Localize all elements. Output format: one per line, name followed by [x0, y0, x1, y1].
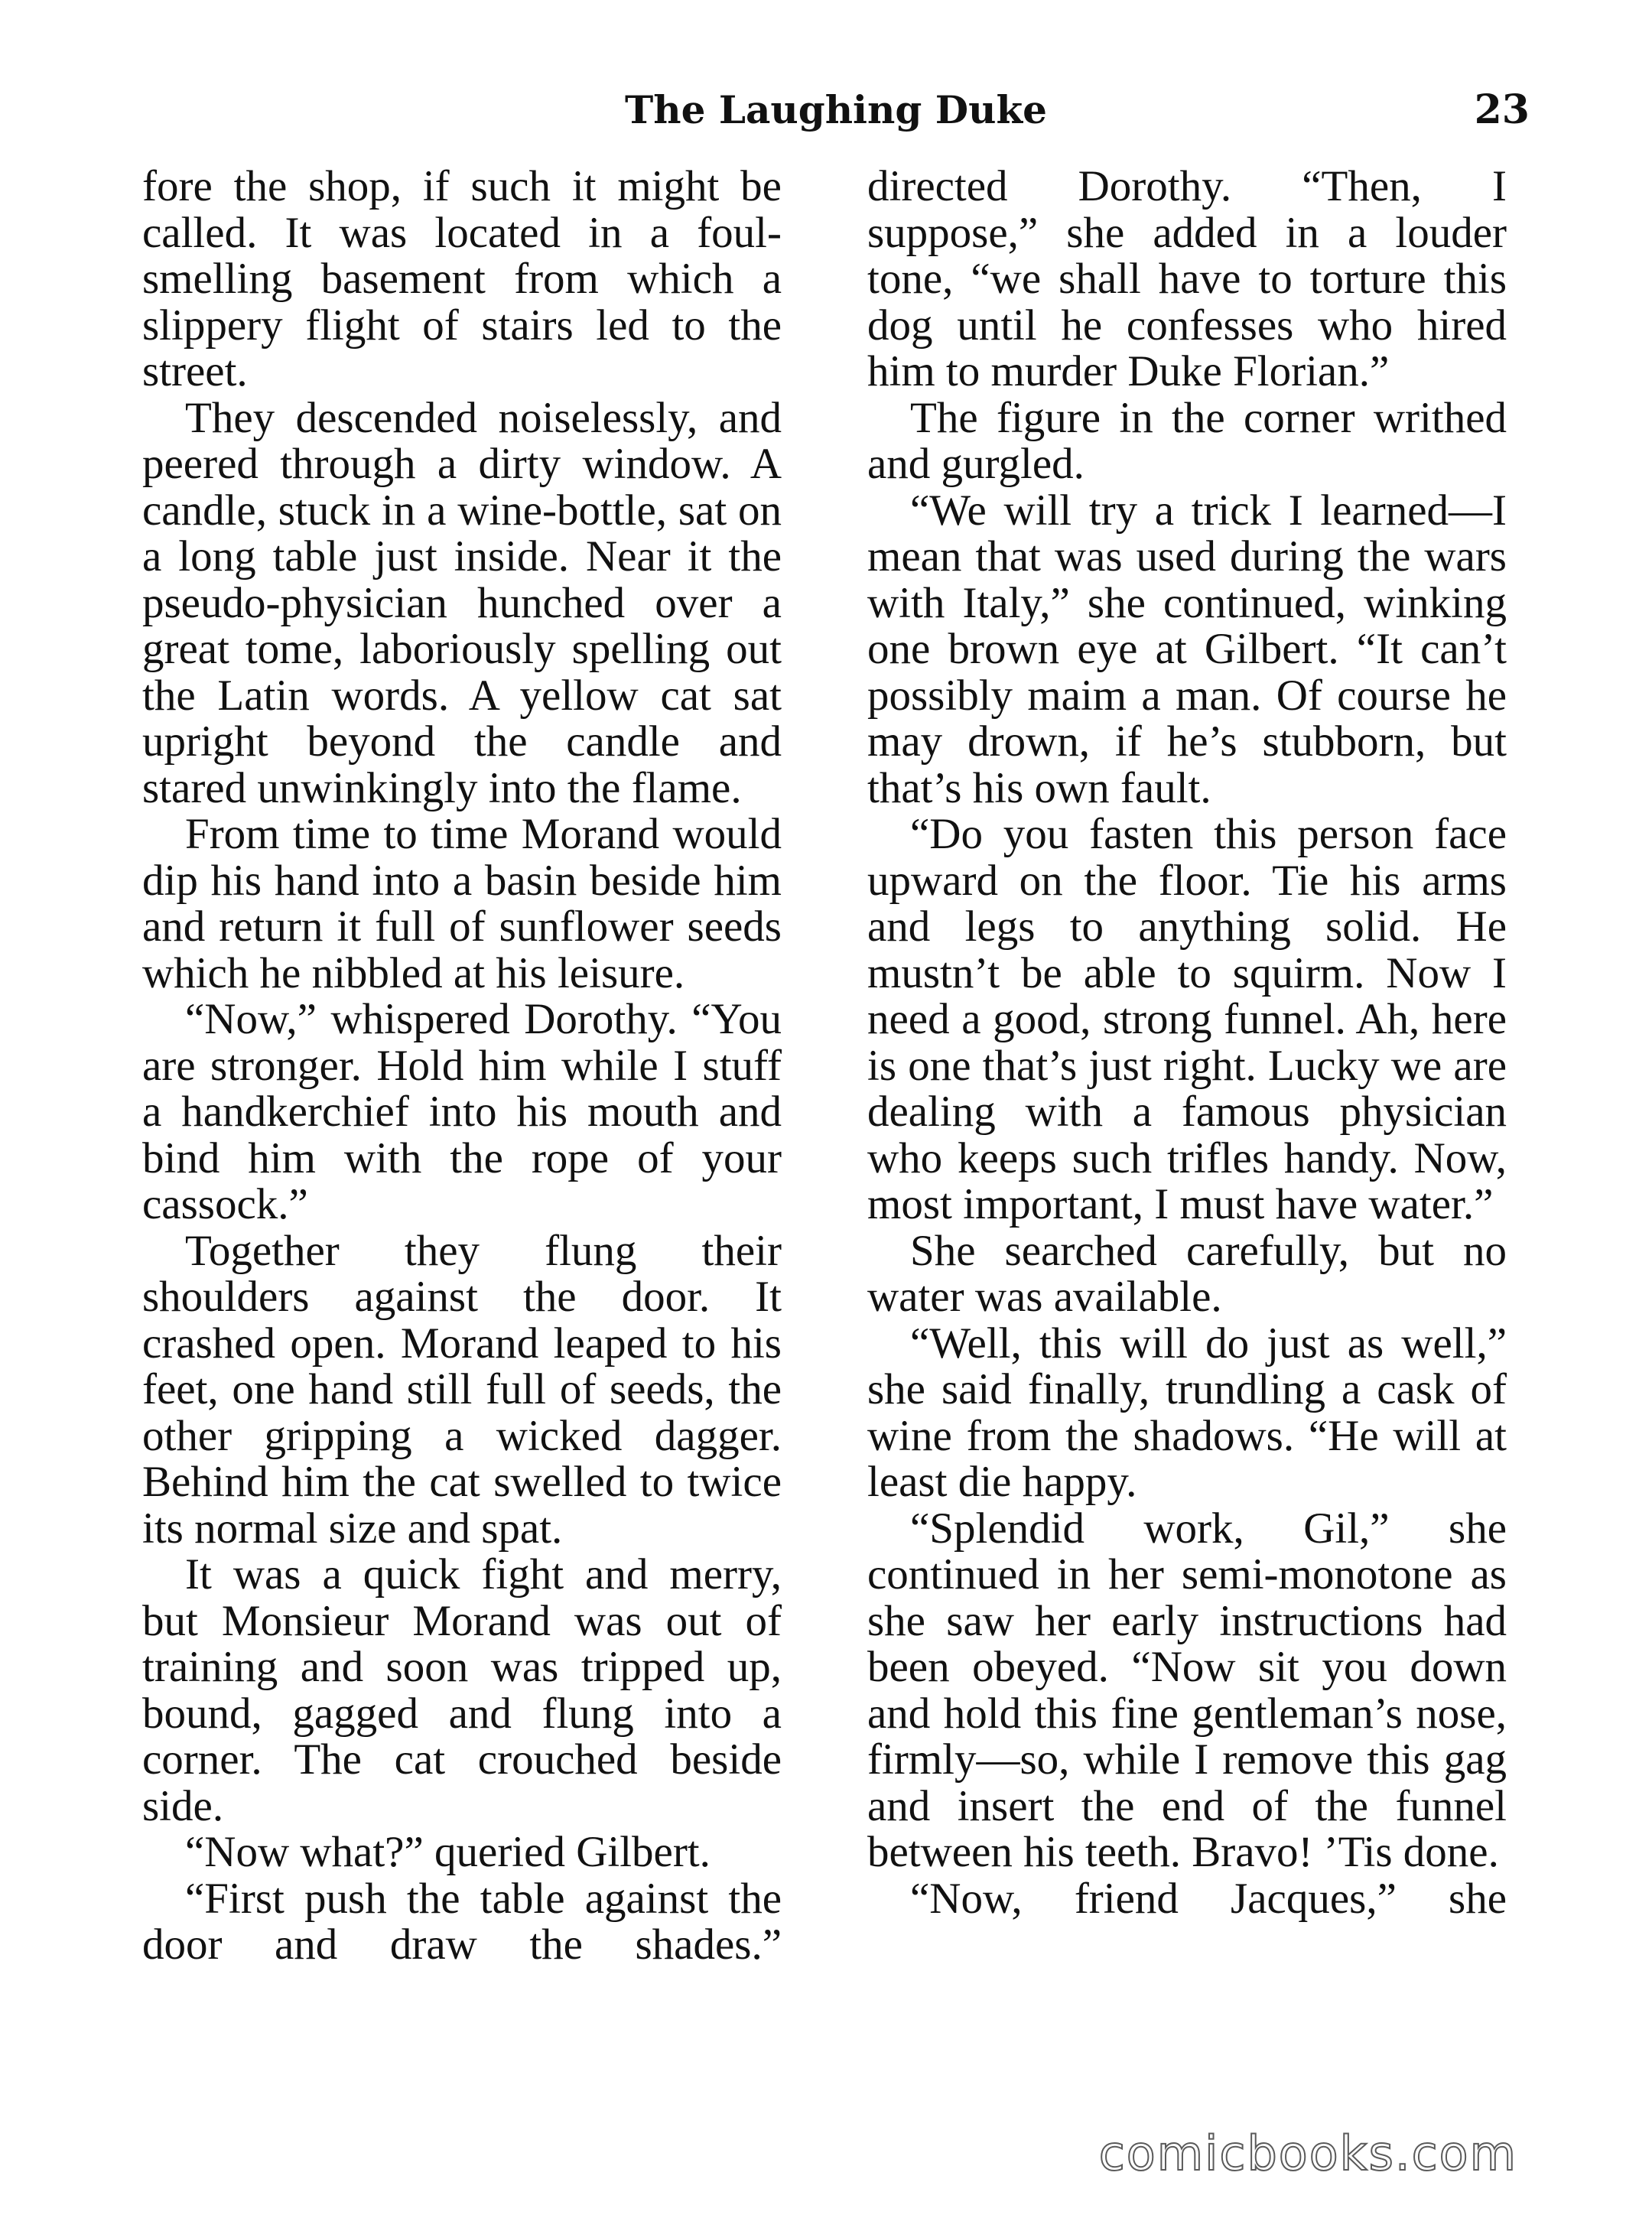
paragraph: “Do you fasten this person face upward on the floor. Tie his arms and legs to anything solid. He mustn’t be able to squirm. Now I need a good, strong funnel. Ah, here is one that’s just right. Lucky we are dealing with a famous physician who keeps such trifles handy. Now, most important, I must have water.” — [867, 810, 1507, 1228]
paragraph-continues: “First push the table against the door and draw the shades.” — [142, 1874, 782, 1969]
running-title: The Laughing Duke — [625, 87, 1047, 132]
watermark: comicbooks.com — [1098, 2125, 1517, 2181]
right-text-column — [867, 164, 1507, 1922]
paragraph: “We will try a trick I learned—I mean that was used during the wars with Italy,” she continued, winking one brown eye at Gilbert. “It can’t possibly maim a man. Of course he may drown, if he’s stubborn, but that’s his own fault. — [867, 486, 1507, 812]
paragraph: It was a quick fight and merry, but Monsieur Morand was out of training and soon was tripped up, bound, gagged and flung into a corner. The cat crouched beside side. — [142, 1550, 782, 1830]
left-text-column — [142, 164, 782, 1969]
paragraph-continued: directed Dorothy. “Then, I suppose,” she added in a louder tone, “we shall have to torture this dog until he confesses who hired him to murder Duke Florian.” — [867, 162, 1507, 395]
paragraph: “Now,” whispered Dorothy. “You are stronger. Hold him while I stuff a handkerchief into his mouth and bind him with the rope of your cassock.” — [142, 995, 782, 1228]
paragraph: “Now what?” queried Gilbert. — [185, 1828, 711, 1876]
paragraph: “Splendid work, Gil,” she continued in her semi-monotone as she saw her early instructions had been obeyed. “Now sit you down and hold this fine gentleman’s nose, firmly—so, while I remove this gag and insert the end of the funnel between his teeth. Bravo! ’Tis done. — [867, 1504, 1507, 1876]
paragraph: “Well, this will do just as well,” she said finally, trundling a cask of wine from the shadows. “He will at least die happy. — [867, 1319, 1507, 1506]
page-header — [142, 80, 1530, 141]
paragraph: Together they flung their shoulders against the door. It crashed open. Morand leaped to his feet, one hand still full of seeds, the other gripping a wicked dagger. Behind him the cat swelled to twice its normal size and spat. — [142, 1226, 782, 1553]
paragraph: From time to time Morand would dip his hand into a basin beside him and return it full of sunflower seeds which he nibbled at his leisure. — [142, 810, 782, 997]
page-number: 23 — [1474, 86, 1530, 133]
paragraph-continued: fore the shop, if such it might be called. It was located in a foul-smelling basement from which a slippery flight of stairs led to the street. — [142, 162, 782, 395]
paragraph-continues: “Now, friend Jacques,” she — [910, 1874, 1507, 1923]
paragraph: She searched carefully, but no water was available. — [867, 1226, 1507, 1321]
paragraph: They descended noiselessly, and peered through a dirty window. A candle, stuck in a wine-bottle, sat on a long table just inside. Near it the pseudo-physician hunched over a great tome, laboriously spelling out the Latin words. A yellow cat sat upright beyond the candle and stared unwinkingly into the flame. — [142, 393, 782, 812]
paragraph: The figure in the corner writhed and gurgled. — [867, 393, 1507, 488]
